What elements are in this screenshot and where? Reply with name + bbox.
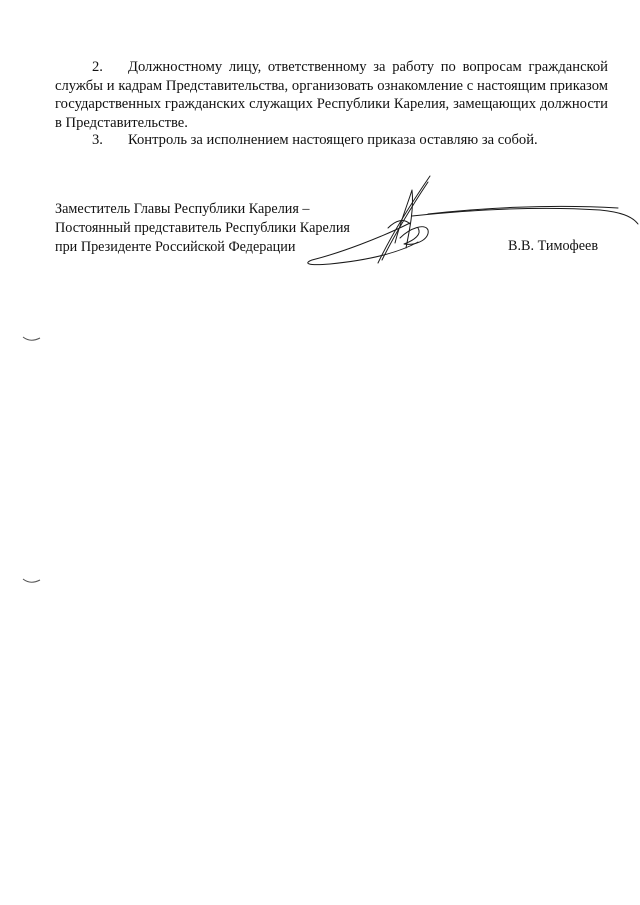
signatory-title-line-1: Заместитель Главы Республики Карелия – bbox=[55, 201, 310, 217]
handwritten-signature bbox=[300, 168, 640, 278]
scan-margin-mark bbox=[22, 334, 42, 344]
paragraph-number: 3. bbox=[92, 132, 103, 148]
paragraph-number: 2. bbox=[92, 59, 103, 75]
signatory-name: В.В. Тимофеев bbox=[508, 238, 599, 254]
signatory-title-line-3: при Президенте Российской Федерации bbox=[55, 239, 296, 255]
paragraph-3 bbox=[55, 131, 608, 150]
paragraph-2 bbox=[55, 58, 608, 132]
paragraph-text: Контроль за исполнением настоящего приказа оставляю за собой. bbox=[128, 132, 538, 148]
paragraph-text: Должностному лицу, ответственному за работу по вопросам гражданской службы и кадрам Представительства, организовать ознакомление с настоящим приказом государственных гражданских служащих Республики Карелия, замещающих должности в Представительстве. bbox=[55, 59, 608, 131]
signatory-title-line-2: Постоянный представитель Республики Карелия bbox=[55, 220, 350, 236]
scan-margin-mark bbox=[22, 576, 42, 586]
